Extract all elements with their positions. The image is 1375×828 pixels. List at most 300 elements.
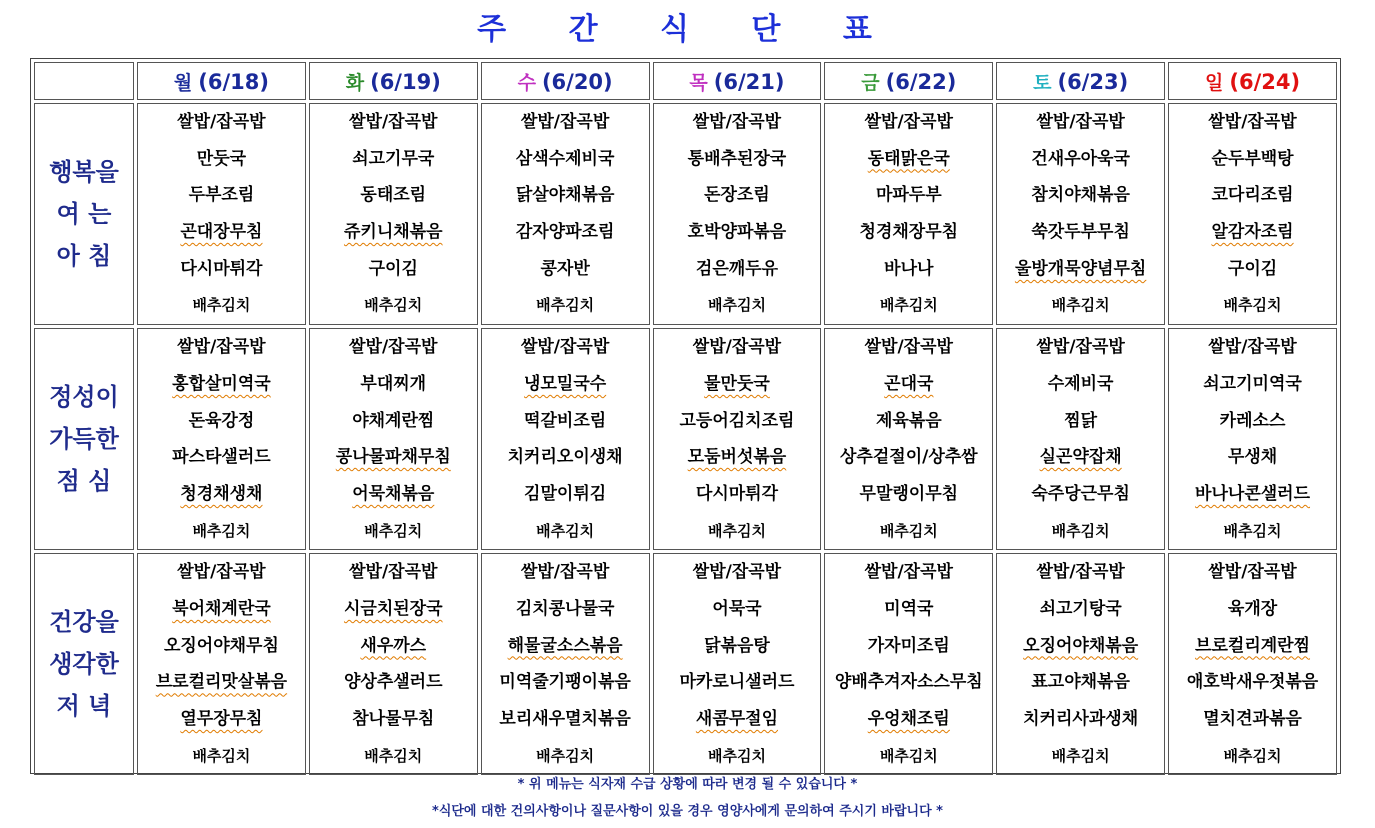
menu-item	[997, 214, 1164, 251]
menu-item-text: 배추김치	[879, 296, 938, 315]
menu-item-text: 만둣국	[196, 148, 247, 169]
menu-item	[482, 591, 649, 628]
menu-item-text: 쌀밥/잡곡밥	[692, 337, 782, 358]
menu-item	[1169, 738, 1336, 775]
menu-item-text: 돈육강정	[188, 410, 255, 431]
menu-item	[482, 439, 649, 476]
day-header-thu	[653, 62, 822, 100]
menu-item-text: 부대찌개	[360, 373, 427, 394]
menu-item-text: 참나물무침	[352, 709, 435, 729]
menu-item-text: 양상추샐러드	[343, 672, 443, 693]
menu-item-text: 어묵국	[712, 598, 762, 619]
menu-item-text: 브로컬리맛살볶음	[155, 672, 288, 693]
menu-item-text: 곤대국	[884, 373, 934, 394]
menu-item-text: 호박양파볶음	[687, 222, 787, 243]
menu-item	[1169, 591, 1336, 628]
menu-item	[138, 104, 305, 141]
menu-item	[825, 738, 992, 775]
menu-item-text: 쌀밥/잡곡밥	[520, 562, 610, 583]
menu-item-text: 청경채장무침	[859, 222, 959, 243]
menu-item-text: 떡갈비조림	[524, 410, 607, 431]
menu-cell	[824, 553, 993, 775]
menu-item	[825, 439, 992, 476]
menu-item-text: 멸치견과볶음	[1203, 709, 1302, 729]
day-name: 목	[689, 71, 708, 94]
menu-item-text: 쇠고기미역국	[1203, 373, 1302, 394]
menu-item	[654, 554, 821, 591]
menu-item	[654, 628, 821, 665]
day-header-row	[34, 62, 1337, 100]
menu-item	[997, 287, 1164, 324]
menu-item-text: 닭살야채볶음	[515, 185, 615, 206]
menu-item	[482, 628, 649, 665]
menu-cell	[481, 103, 650, 325]
menu-item	[138, 403, 305, 440]
menu-item	[310, 628, 477, 665]
menu-item-text: 배추김치	[536, 296, 595, 315]
menu-item	[825, 251, 992, 288]
menu-item-text: 쌀밥/잡곡밥	[520, 112, 610, 132]
menu-item	[310, 554, 477, 591]
menu-item	[310, 214, 477, 251]
menu-item-text: 쌀밥/잡곡밥	[349, 562, 438, 583]
menu-item	[138, 177, 305, 214]
menu-item	[997, 476, 1164, 513]
menu-item-text: 쌀밥/잡곡밥	[864, 562, 953, 583]
menu-item-text: 알감자조림	[1211, 222, 1294, 243]
menu-item	[1169, 628, 1336, 665]
menu-item	[1169, 251, 1336, 288]
menu-item	[654, 177, 821, 214]
menu-item	[482, 403, 649, 440]
menu-item-text: 시금치된장국	[343, 598, 443, 619]
menu-cell	[1168, 553, 1337, 775]
menu-item-text: 배추김치	[1223, 746, 1282, 765]
menu-item-text: 쌀밥/잡곡밥	[864, 337, 953, 358]
menu-cell	[1168, 328, 1337, 550]
menu-item-text: 배추김치	[707, 746, 766, 765]
menu-cell	[309, 328, 478, 550]
menu-item-text: 바나나	[884, 258, 934, 279]
menu-item	[825, 628, 992, 665]
menu-item	[482, 366, 649, 403]
menu-item	[1169, 513, 1336, 550]
menu-item-text: 오징어야채무침	[163, 635, 279, 656]
menu-item	[825, 664, 992, 701]
day-date: (6/20)	[541, 69, 613, 94]
menu-cell	[137, 328, 306, 550]
menu-item	[310, 366, 477, 403]
menu-item-text: 쇠고기무국	[352, 148, 435, 169]
menu-item-text: 표고야채볶음	[1031, 672, 1130, 693]
menu-item-text: 돈장조림	[704, 185, 770, 206]
menu-item	[482, 104, 649, 141]
menu-item-text: 배추김치	[1223, 521, 1282, 540]
menu-item	[654, 214, 821, 251]
menu-item	[1169, 439, 1336, 476]
menu-item	[997, 664, 1164, 701]
meal-label-line: 행복을	[49, 158, 119, 187]
day-name: 월	[173, 71, 193, 94]
menu-item	[310, 664, 477, 701]
menu-item-text: 쌀밥/잡곡밥	[349, 112, 438, 132]
menu-item-text: 참치야채볶음	[1031, 185, 1130, 206]
menu-item	[997, 628, 1164, 665]
menu-item-text: 열무장무침	[180, 709, 263, 729]
menu-item-text: 구이김	[1227, 258, 1278, 279]
menu-item	[310, 251, 477, 288]
menu-item-text: 삼색수제비국	[515, 148, 615, 169]
menu-item	[138, 214, 305, 251]
menu-item	[997, 141, 1164, 178]
menu-item-text: 콩나물파채무침	[335, 447, 451, 468]
menu-item-text: 다시마튀각	[695, 483, 779, 504]
menu-item	[997, 554, 1164, 591]
menu-item	[310, 476, 477, 513]
menu-item-text: 파스타샐러드	[172, 447, 271, 468]
menu-item-text: 물만둣국	[704, 373, 770, 394]
menu-item-text: 쌀밥/잡곡밥	[1208, 337, 1297, 358]
day-header-fri	[824, 62, 993, 100]
meal-row-breakfast	[34, 103, 1337, 325]
menu-item-text: 배추김치	[1223, 296, 1282, 315]
menu-item-text: 새콤무절임	[695, 709, 779, 729]
menu-item	[310, 329, 477, 366]
menu-cell	[309, 553, 478, 775]
menu-item	[654, 251, 821, 288]
menu-item-text: 쌀밥/잡곡밥	[177, 562, 266, 583]
day-date: (6/22)	[885, 69, 957, 94]
meal-label-lunch	[34, 328, 134, 550]
menu-item-text: 쑥갓두부무침	[1031, 222, 1130, 243]
menu-item	[138, 287, 305, 324]
menu-item	[997, 403, 1164, 440]
menu-item	[825, 513, 992, 550]
day-date: (6/23)	[1057, 69, 1129, 94]
menu-cell	[653, 553, 822, 775]
menu-item	[138, 591, 305, 628]
menu-item	[1169, 214, 1336, 251]
menu-item-text: 쌀밥/잡곡밥	[1036, 337, 1125, 358]
menu-item-text: 가자미조림	[867, 635, 950, 656]
menu-item-text: 육개장	[1227, 598, 1278, 619]
menu-item-text: 배추김치	[364, 746, 423, 765]
menu-item	[654, 476, 821, 513]
menu-item	[825, 476, 992, 513]
menu-item-text: 마카로니샐러드	[679, 672, 795, 693]
menu-item	[310, 701, 477, 738]
menu-item-text: 닭볶음탕	[704, 635, 770, 656]
menu-item-text: 무말랭이무침	[859, 483, 959, 504]
menu-item-text: 울방개묵양념무침	[1014, 258, 1147, 279]
menu-cell	[996, 553, 1165, 775]
meal-label-line: 정성이	[49, 383, 119, 412]
menu-item	[482, 141, 649, 178]
menu-item	[310, 513, 477, 550]
menu-item	[997, 591, 1164, 628]
menu-item-text: 쇠고기탕국	[1039, 598, 1122, 619]
day-date: (6/21)	[713, 69, 785, 94]
menu-item	[997, 738, 1164, 775]
menu-item	[654, 366, 821, 403]
menu-item	[654, 329, 821, 366]
menu-item-text: 쥬키니채볶음	[343, 222, 443, 243]
menu-item	[825, 104, 992, 141]
menu-item-text: 배추김치	[536, 746, 595, 765]
menu-item	[1169, 554, 1336, 591]
menu-item	[482, 701, 649, 738]
menu-cell	[309, 103, 478, 325]
menu-item	[310, 104, 477, 141]
menu-item-text: 무생채	[1227, 447, 1278, 468]
menu-item	[1169, 476, 1336, 513]
menu-item-text: 쌀밥/잡곡밥	[864, 112, 953, 132]
menu-item	[997, 329, 1164, 366]
meal-label-line: 여 는	[56, 200, 112, 229]
menu-item	[997, 104, 1164, 141]
notice-contact-dietitian: *식단에 대한 건의사항이나 질문사항이 있을 경우 영양사에게 문의하여 주시기 바랍니다 *	[432, 804, 943, 819]
menu-cell	[137, 103, 306, 325]
menu-item-text: 새우까스	[360, 635, 427, 656]
menu-item-text: 배추김치	[1051, 746, 1110, 765]
menu-item	[654, 738, 821, 775]
menu-item	[825, 214, 992, 251]
menu-item-text: 실곤약잡채	[1039, 447, 1122, 468]
menu-item	[138, 251, 305, 288]
menu-item	[1169, 664, 1336, 701]
menu-item	[482, 287, 649, 324]
menu-item	[997, 251, 1164, 288]
meal-label-line: 건강을	[49, 608, 119, 637]
menu-item	[310, 591, 477, 628]
menu-item	[825, 141, 992, 178]
menu-item	[825, 591, 992, 628]
menu-item	[138, 513, 305, 550]
menu-cell	[1168, 103, 1337, 325]
menu-item-text: 오징어야채볶음	[1023, 635, 1139, 656]
menu-item-text: 쌀밥/잡곡밥	[1036, 562, 1125, 583]
corner-cell	[34, 62, 134, 100]
menu-item-text: 치커리사과생채	[1023, 709, 1139, 729]
day-date: (6/24)	[1229, 69, 1301, 94]
menu-item-text: 다시마튀각	[180, 258, 263, 279]
menu-item-text: 건새우아욱국	[1031, 148, 1130, 169]
menu-item	[654, 591, 821, 628]
menu-item-text: 코다리조림	[1211, 185, 1294, 206]
menu-item	[1169, 141, 1336, 178]
menu-item-text: 쌀밥/잡곡밥	[349, 337, 438, 358]
menu-item-text: 동태조림	[360, 185, 427, 206]
menu-item-text: 바나나콘샐러드	[1195, 483, 1311, 504]
menu-item-text: 미역줄기팽이볶음	[499, 672, 631, 693]
menu-item	[138, 664, 305, 701]
menu-item	[138, 329, 305, 366]
menu-item	[825, 177, 992, 214]
menu-item	[482, 554, 649, 591]
menu-item-text: 구이김	[368, 258, 418, 279]
menu-item-text: 배추김치	[1051, 521, 1110, 540]
menu-item-text: 쌀밥/잡곡밥	[1208, 112, 1297, 132]
menu-item	[997, 513, 1164, 550]
menu-cell	[996, 328, 1165, 550]
menu-item-text: 냉모밀국수	[524, 373, 607, 394]
menu-item	[138, 628, 305, 665]
menu-item-text: 통배추된장국	[687, 148, 787, 169]
meal-label-line: 점 심	[56, 467, 112, 496]
menu-item	[138, 701, 305, 738]
day-date: (6/18)	[198, 69, 269, 94]
meal-label-line: 아 침	[56, 242, 112, 271]
menu-item-text: 두부조림	[188, 185, 255, 206]
menu-item-text: 마파두부	[875, 185, 942, 206]
menu-item-text: 어묵채볶음	[352, 483, 435, 504]
menu-item-text: 해물굴소스볶음	[507, 635, 623, 656]
menu-item	[310, 287, 477, 324]
menu-item	[138, 554, 305, 591]
menu-item	[310, 403, 477, 440]
menu-item	[138, 476, 305, 513]
menu-item-text: 배추김치	[1051, 296, 1110, 315]
menu-item-text: 동태맑은국	[867, 148, 950, 169]
menu-item-text: 쌀밥/잡곡밥	[1036, 112, 1125, 132]
menu-item	[310, 177, 477, 214]
menu-item	[654, 513, 821, 550]
menu-item	[482, 664, 649, 701]
menu-item-text: 배추김치	[707, 521, 766, 540]
menu-item-text: 찜닭	[1064, 410, 1098, 431]
menu-item-text: 양배추겨자소스무침	[834, 672, 983, 693]
weekly-menu-table	[30, 58, 1341, 774]
menu-item	[654, 664, 821, 701]
menu-item	[654, 701, 821, 738]
menu-item	[310, 439, 477, 476]
menu-item-text: 쌀밥/잡곡밥	[177, 112, 266, 132]
menu-item	[654, 439, 821, 476]
menu-item-text: 수제비국	[1047, 373, 1114, 394]
menu-item-text: 치커리오이생채	[507, 447, 623, 468]
menu-item-text: 모둠버섯볶음	[687, 447, 787, 468]
menu-item	[482, 214, 649, 251]
menu-item	[482, 177, 649, 214]
menu-item-text: 쌀밥/잡곡밥	[1208, 562, 1297, 583]
day-name: 일	[1205, 71, 1224, 94]
menu-item	[1169, 177, 1336, 214]
menu-item-text: 홍합살미역국	[172, 373, 271, 394]
menu-item-text: 배추김치	[536, 521, 595, 540]
menu-item-text: 야채계란찜	[352, 410, 435, 431]
menu-item	[825, 329, 992, 366]
notice-menu-change: * 위 메뉴는 식자재 수급 상황에 따라 변경 될 수 있습니다 *	[517, 777, 858, 792]
menu-item	[138, 439, 305, 476]
menu-item	[825, 701, 992, 738]
menu-item	[654, 141, 821, 178]
menu-item	[310, 141, 477, 178]
menu-item-text: 브로컬리계란찜	[1195, 635, 1311, 656]
menu-item	[482, 329, 649, 366]
menu-item-text: 상추겉절이/상추쌈	[840, 447, 978, 468]
menu-item	[138, 141, 305, 178]
menu-item	[825, 554, 992, 591]
menu-item	[1169, 701, 1336, 738]
menu-cell	[824, 103, 993, 325]
day-date: (6/19)	[370, 69, 441, 94]
day-header-wed	[481, 62, 650, 100]
menu-item-text: 쌀밥/잡곡밥	[520, 337, 610, 358]
menu-item-text: 배추김치	[879, 521, 938, 540]
menu-item	[1169, 403, 1336, 440]
menu-cell	[653, 328, 822, 550]
menu-item-text: 미역국	[884, 598, 934, 619]
menu-item-text: 배추김치	[192, 746, 251, 765]
menu-item-text: 배추김치	[364, 521, 423, 540]
day-header-sat	[996, 62, 1165, 100]
menu-item-text: 쌀밥/잡곡밥	[177, 337, 266, 358]
menu-item	[482, 476, 649, 513]
menu-item-text: 배추김치	[707, 296, 766, 315]
meal-row-dinner	[34, 553, 1337, 775]
day-name: 금	[861, 71, 880, 94]
menu-item	[997, 366, 1164, 403]
menu-item	[1169, 366, 1336, 403]
menu-item	[482, 738, 649, 775]
menu-item-text: 제육볶음	[875, 410, 942, 431]
day-name: 화	[345, 71, 365, 94]
menu-item	[482, 251, 649, 288]
menu-item-text: 검은깨두유	[695, 258, 779, 279]
meal-label-line: 가득한	[49, 425, 119, 454]
menu-item-text: 애호박새우젓볶음	[1186, 672, 1319, 693]
menu-item-text: 콩자반	[540, 258, 590, 279]
menu-item	[654, 287, 821, 324]
day-name: 토	[1033, 71, 1052, 94]
menu-item-text: 배추김치	[364, 296, 423, 315]
menu-item	[138, 366, 305, 403]
menu-item-text: 배추김치	[192, 521, 251, 540]
menu-cell	[137, 553, 306, 775]
menu-cell	[996, 103, 1165, 325]
menu-item	[654, 403, 821, 440]
menu-item-text: 감자양파조림	[515, 222, 615, 243]
menu-item	[1169, 287, 1336, 324]
menu-item-text: 김치콩나물국	[515, 598, 615, 619]
menu-item-text: 쌀밥/잡곡밥	[692, 562, 782, 583]
menu-item	[825, 366, 992, 403]
menu-item	[138, 738, 305, 775]
menu-item-text: 고등어김치조림	[679, 410, 795, 431]
menu-item	[482, 513, 649, 550]
day-header-mon	[137, 62, 306, 100]
menu-item-text: 배추김치	[192, 296, 251, 315]
menu-item-text: 우엉채조림	[867, 709, 950, 729]
menu-item-text: 순두부백탕	[1211, 148, 1294, 169]
menu-item	[825, 403, 992, 440]
menu-cell	[653, 103, 822, 325]
menu-item	[310, 738, 477, 775]
menu-item	[1169, 104, 1336, 141]
menu-item	[997, 701, 1164, 738]
menu-cell	[824, 328, 993, 550]
menu-item	[825, 287, 992, 324]
day-name: 수	[517, 71, 536, 94]
menu-item-text: 청경채생채	[180, 483, 263, 504]
menu-item-text: 보리새우멸치볶음	[499, 709, 631, 729]
day-header-tue	[309, 62, 478, 100]
menu-item	[654, 104, 821, 141]
meal-row-lunch	[34, 328, 1337, 550]
menu-cell	[481, 553, 650, 775]
menu-item-text: 카레소스	[1219, 410, 1286, 431]
menu-item-text: 곤대장무침	[180, 222, 263, 243]
